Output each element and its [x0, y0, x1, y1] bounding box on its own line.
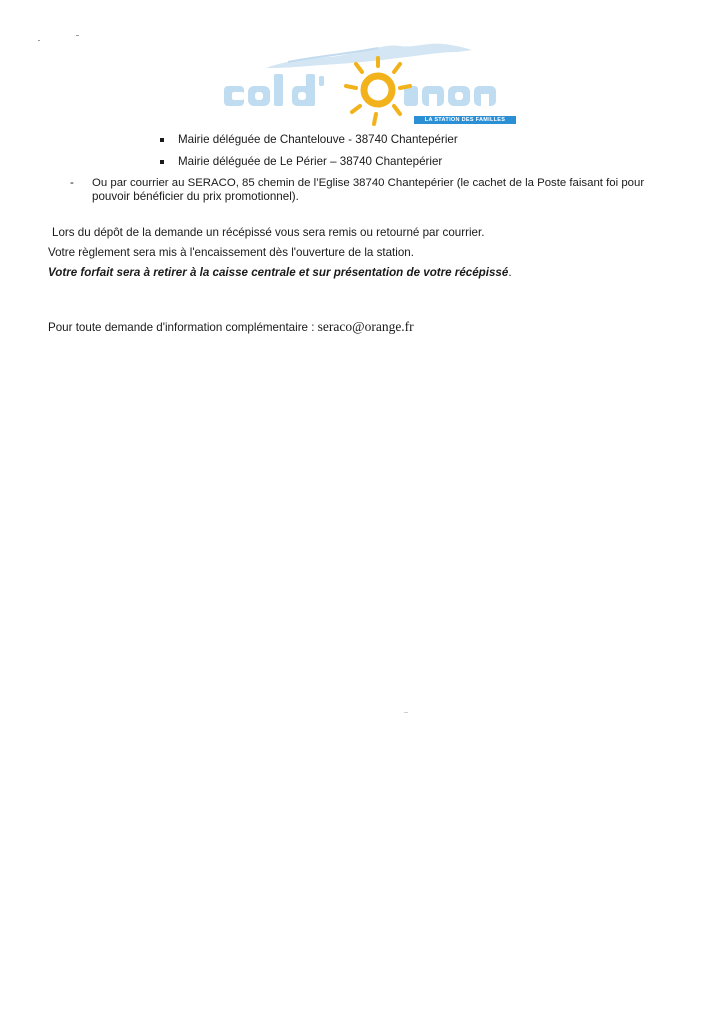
- payment-paragraph: Votre règlement sera mis à l'encaissement dès l'ouverture de la station.: [48, 246, 414, 259]
- bullet-marker: [160, 138, 164, 142]
- contact-label: Pour toute demande d'information complémentaire :: [48, 321, 318, 334]
- pickup-paragraph: [48, 266, 512, 280]
- list-item: Mairie déléguée de Le Périer – 38740 Chantepérier: [178, 155, 443, 168]
- logo-tagline: LA STATION DES FAMILLES: [414, 116, 516, 124]
- scan-speck: [404, 712, 408, 713]
- pickup-text: Votre forfait sera à retirer à la caisse centrale et sur présentation de votre récépissé: [48, 266, 509, 279]
- dash-item-line: pouvoir bénéficier du prix promotionnel).: [92, 190, 299, 203]
- dash-item-line: Ou par courrier au SERACO, 85 chemin de l’Eglise 38740 Chantepérier (le cachet de la Poste faisant foi pour: [92, 177, 645, 189]
- dash-marker: -: [70, 176, 74, 189]
- scan-speck: [38, 40, 40, 41]
- receipt-paragraph: Lors du dépôt de la demande un récépissé vous sera remis ou retourné par courrier.: [52, 226, 485, 239]
- bullet-marker: [160, 160, 164, 164]
- scan-speck: [76, 35, 79, 36]
- list-item: Mairie déléguée de Chantelouve - 38740 Chantepérier: [178, 133, 458, 146]
- col-dornon-logo: [218, 38, 518, 130]
- contact-email: seraco@orange.fr: [317, 319, 414, 334]
- pickup-period: .: [508, 266, 512, 279]
- contact-line: [48, 320, 414, 335]
